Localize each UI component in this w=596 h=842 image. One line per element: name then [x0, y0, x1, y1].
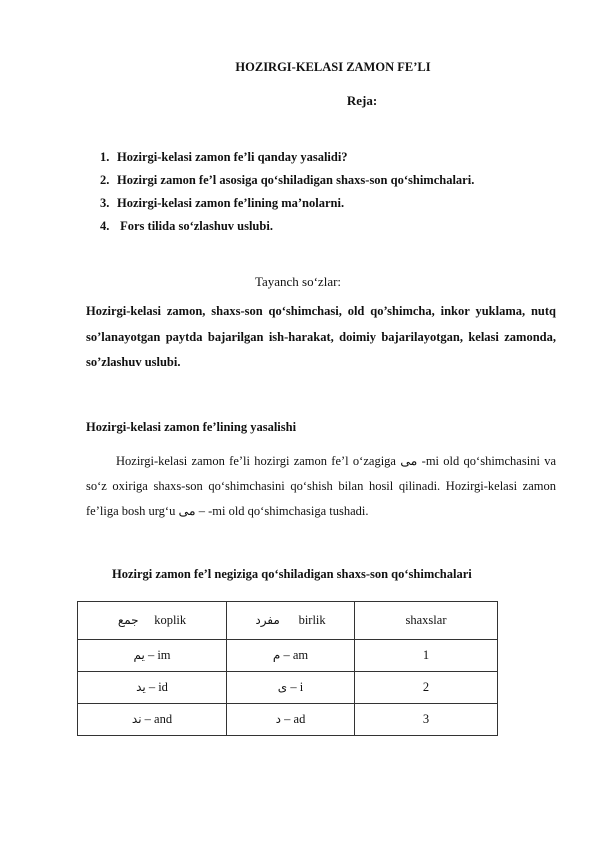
person-cell: 1 — [355, 640, 498, 672]
singular-suffix-arabic: د — [275, 712, 282, 726]
plan-heading: Reja: — [346, 93, 378, 108]
plan-item-number: 2. — [100, 173, 110, 187]
body-paragraph: Hozirgi-kelasi zamon fe’li hozirgi zamon fe’l o‘zagiga مى -mi old qo‘shimchasini va so‘z oxiriga shaxs-son qo‘shimchasini qo‘shish bilan hosil qilinadi. Hozirgi-kelasi zamon fe’liga bosh urg‘u مى – -mi old qo‘shimchasiga tushadi. — [86, 454, 556, 518]
singular-suffix-arabic: ى — [277, 680, 288, 694]
plan-item-number: 4. — [100, 219, 110, 233]
plural-suffix-cell — [78, 704, 227, 736]
plural-suffix-arabic: ند — [131, 712, 142, 726]
section-heading: Hozirgi-kelasi zamon fe’lining yasalishi — [86, 420, 297, 434]
singular-label: birlik — [298, 613, 326, 627]
singular-suffix: – ad — [281, 712, 306, 726]
person-cell: 2 — [355, 672, 498, 704]
plan-item-text: Fors tilida so‘zlashuv uslubi. — [117, 219, 273, 233]
plan-item-number: 1. — [100, 150, 110, 164]
plural-suffix: – id — [145, 680, 168, 694]
plural-arabic-label: جمع — [117, 613, 139, 627]
singular-suffix: – i — [287, 680, 304, 694]
plan-item-text: Hozirgi-kelasi zamon fe’lining ma’nolarni. — [117, 196, 345, 210]
plural-suffix-cell — [78, 672, 227, 704]
keywords-text: Hozirgi-kelasi zamon, shaxs-son qo‘shimchasi, old qo’shimcha, inkor yuklama, nutq so’lanayotgan paytda bajarilgan ish-harakat, doimiy bajarilayotgan, kelasi zamonda, so’zlashuv uslubi. — [86, 304, 556, 369]
person-cell: 3 — [355, 704, 498, 736]
plan-item — [100, 219, 273, 234]
plan-item-text: Hozirgi-kelasi zamon fe’li qanday yasalidi? — [117, 150, 348, 164]
plural-header-cell — [78, 602, 227, 640]
plural-suffix-cell — [78, 640, 227, 672]
singular-header-cell — [227, 602, 355, 640]
plan-item — [100, 150, 348, 165]
singular-suffix: – am — [280, 648, 309, 662]
suffix-table — [77, 601, 498, 736]
plural-suffix: – im — [144, 648, 171, 662]
plural-label: koplik — [154, 613, 187, 627]
singular-suffix-cell — [227, 672, 355, 704]
plan-item — [100, 196, 344, 211]
plan-item — [100, 173, 474, 188]
table-row — [78, 672, 498, 704]
person-header-cell: shaxslar — [355, 602, 498, 640]
plan-item-number: 3. — [100, 196, 110, 210]
table-row — [78, 640, 498, 672]
table-row — [78, 704, 498, 736]
plan-item-text: Hozirgi zamon fe’l asosiga qo‘shiladigan shaxs-son qo‘shimchalari. — [117, 173, 475, 187]
table-header-row — [78, 602, 498, 640]
plural-suffix-arabic: يم — [133, 648, 145, 662]
singular-suffix-cell — [227, 704, 355, 736]
keywords-heading: Tayanch so‘zlar: — [254, 274, 342, 289]
plural-suffix: – and — [141, 712, 173, 726]
document-title: HOZIRGI-KELASI ZAMON FE’LI — [235, 60, 431, 74]
singular-suffix-arabic: م — [272, 648, 281, 662]
singular-suffix-cell — [227, 640, 355, 672]
plural-suffix-arabic: يد — [136, 680, 146, 694]
table-heading: Hozirgi zamon fe’l negiziga qo‘shiladigan shaxs-son qo‘shimchalari — [112, 567, 472, 581]
singular-arabic-label: مفرد — [255, 613, 280, 627]
